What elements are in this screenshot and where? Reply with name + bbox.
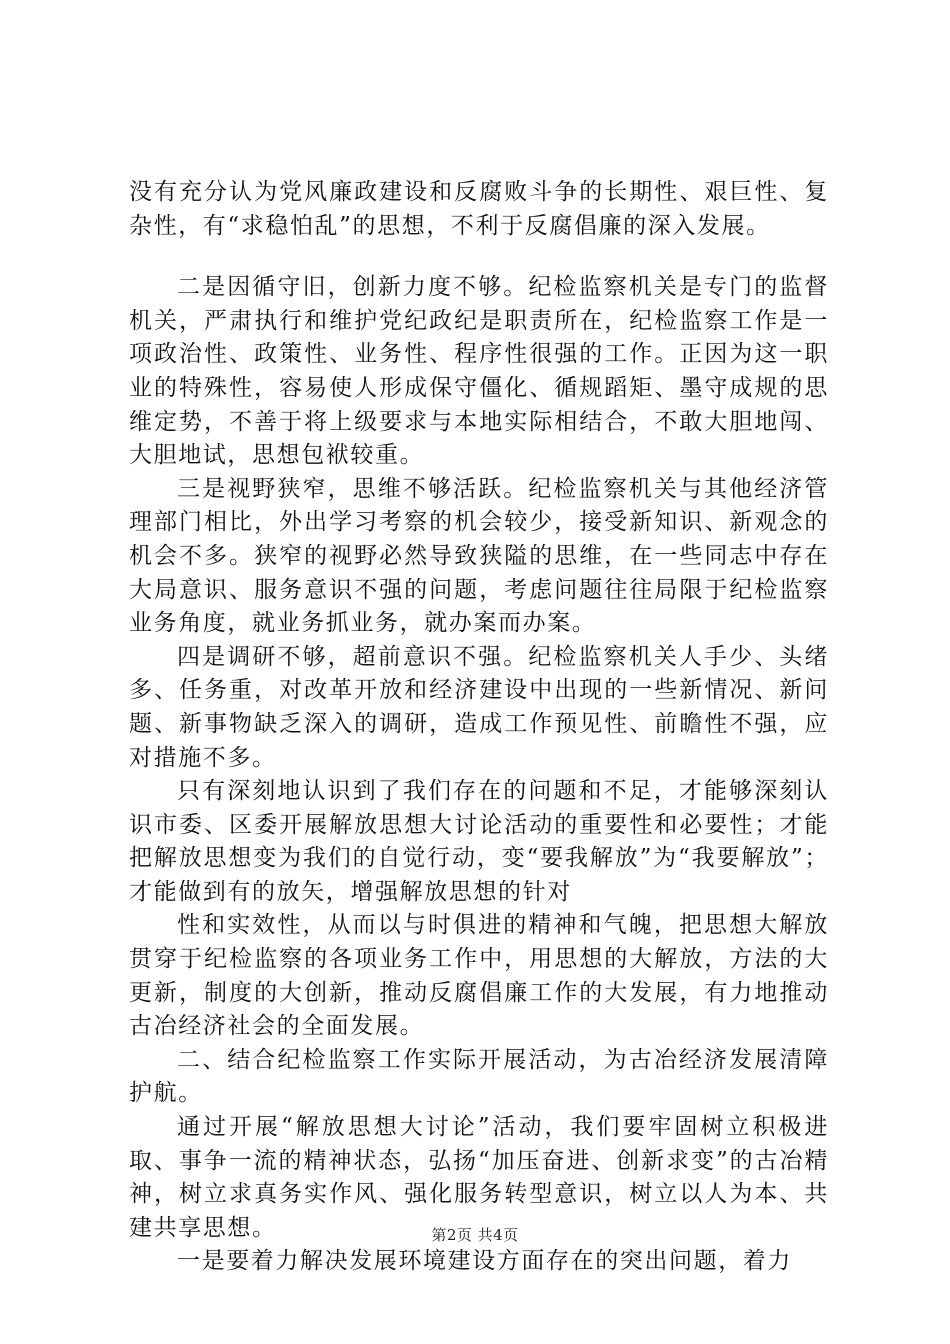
body-text (129, 176, 829, 1279)
paragraph: 三是视野狭窄，思维不够活跃。纪检监察机关与其他经济管理部门相比，外出学习考察的机会较少，接受新知识、新观念的机会不多。狭窄的视野必然导致狭隘的思维，在一些同志中存在大局意识、服务意识不强的问题，考虑问题往往局限于纪检监察业务角度，就业务抓业务，就办案而办案。 (129, 475, 829, 637)
paragraph: 四是调研不够，超前意识不强。纪检监察机关人手少、头绪多、任务重，对改革开放和经济建设中出现的一些新情况、新问题、新事物缺乏深入的调研，造成工作预见性、前瞻性不强，应对措施不多。 (129, 643, 829, 771)
paragraph: 性和实效性，从而以与时俱进的精神和气魄，把思想大解放贯穿于纪检监察的各项业务工作中，用思想的大解放，方法的大更新，制度的大创新，推动反腐倡廉工作的大发展，有力地推动古冶经济社会的全面发展。 (129, 912, 829, 1040)
paragraph: 二是因循守旧，创新力度不够。纪检监察机关是专门的监督机关，严肃执行和维护党纪政纪是职责所在，纪检监察工作是一项政治性、政策性、业务性、程序性很强的工作。正因为这一职业的特殊性，容易使人形成保守僵化、循规蹈矩、墨守成规的思维定势，不善于将上级要求与本地实际相结合，不敢大胆地闯、大胆地试，思想包袱较重。 (129, 274, 829, 469)
paragraph: 一是要着力解决发展环境建设方面存在的突出问题，着力 (177, 1248, 792, 1275)
paragraph-gap (129, 243, 829, 271)
page-number: 第2页 共4页 (431, 1226, 519, 1244)
paragraph-continued: 没有充分认为党风廉政建设和反腐败斗争的长期性、艰巨性、复杂性，有“求稳怕乱”的思想，不利于反腐倡廉的深入发展。 (129, 179, 829, 239)
paragraph: 通过开展“解放思想大讨论”活动，我们要牢固树立积极进取、事争一流的精神状态，弘扬“加压奋进、创新求变”的古冶精神，树立求真务实作风、强化服务转型意识，树立以人为本、共建共享思想。 (129, 1114, 829, 1241)
section-heading: 二、结合纪检监察工作实际开展活动，为古冶经济发展清障护航。 (129, 1046, 829, 1107)
paragraph: 只有深刻地认识到了我们存在的问题和不足，才能够深刻认识市委、区委开展解放思想大讨论活动的重要性和必要性；才能把解放思想变为我们的自觉行动，变“要我解放”为“我要解放”；才能做到有的放矢，增强解放思想的针对 (129, 778, 829, 905)
